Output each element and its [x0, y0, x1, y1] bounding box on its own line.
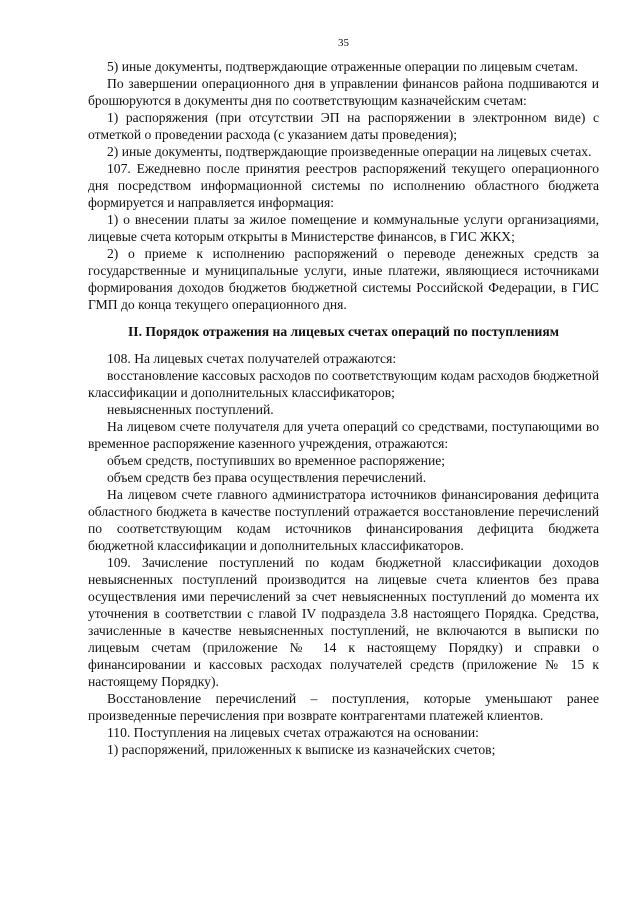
paragraph: 2) о приеме к исполнению распоряжений о переводе денежных средств за государственные и муниципальные услуги, иные платежи, являющиеся источниками формирования доходов бюджетов бюджетной системы Российской Федерации, в ГИС ГМП до конца текущего операционного дня.: [88, 246, 599, 312]
paragraph: 110. Поступления на лицевых счетах отражаются на основании:: [107, 725, 479, 740]
page-number: 35: [338, 37, 349, 49]
section-heading: II. Порядок отражения на лицевых счетах операций по поступлениям: [128, 324, 559, 339]
paragraph: На лицевом счете получателя для учета операций со средствами, поступающими во временное распоряжение казенного учреждения, отражаются:: [88, 419, 599, 451]
paragraph: На лицевом счете главного администратора источников финансирования дефицита областного бюджета в качестве поступлений отражается восстановление перечислений по соответствующим кодам источников финансирования дефицита бюджета бюджетной классификации и дополнительных классификаторов.: [88, 487, 599, 553]
paragraph: 1) распоряжения (при отсутствии ЭП на распоряжении в электронном виде) с отметкой о проведении расхода (с указанием даты проведения);: [88, 110, 599, 142]
paragraph: 109. Зачисление поступлений по кодам бюджетной классификации доходов невыясненных поступлений производится на лицевые счета клиентов без права осуществления ими перечислений за счет невыясненных поступлений до момента их уточнения в соответствии с главой IV подраздела 3.8 настоящего Порядка. Средства, зачисленные в качестве невыясненных поступлений, не включаются в выписки по лицевым счетам (приложение № 14 к настоящему Порядку) и справки о финансировании и кассовых расходах получателей средств (приложение № 15 к настоящему Порядку).: [88, 555, 599, 689]
paragraph: невыясненных поступлений.: [107, 402, 274, 417]
paragraph: Восстановление перечислений – поступления, которые уменьшают ранее произведенные перечисления при возврате контрагентами платежей клиентов.: [88, 691, 599, 723]
paragraph: 108. На лицевых счетах получателей отражаются:: [107, 351, 397, 366]
paragraph: 5) иные документы, подтверждающие отраженные операции по лицевым счетам.: [107, 59, 578, 74]
paragraph: 1) о внесении платы за жилое помещение и коммунальные услуги организациями, лицевые счета которым открыты в Министерстве финансов, в ГИС ЖКХ;: [88, 212, 599, 244]
paragraph: 1) распоряжений, приложенных к выписке из казначейских счетов;: [107, 742, 496, 757]
paragraph: 2) иные документы, подтверждающие произведенные операции на лицевых счетах.: [107, 144, 592, 159]
paragraph: объем средств без права осуществления перечислений.: [107, 470, 427, 485]
paragraph: По завершении операционного дня в управлении финансов района подшиваются и брошюруются в документы дня по соответствующим казначейским счетам:: [88, 76, 599, 108]
paragraph: восстановление кассовых расходов по соответствующим кодам расходов бюджетной классификации и дополнительных классификаторов;: [88, 368, 599, 400]
paragraph: 107. Ежедневно после принятия реестров распоряжений текущего операционного дня посредством информационной системы по исполнению областного бюджета формируется и направляется информация:: [88, 161, 599, 210]
paragraph: объем средств, поступивших во временное распоряжение;: [107, 453, 446, 468]
